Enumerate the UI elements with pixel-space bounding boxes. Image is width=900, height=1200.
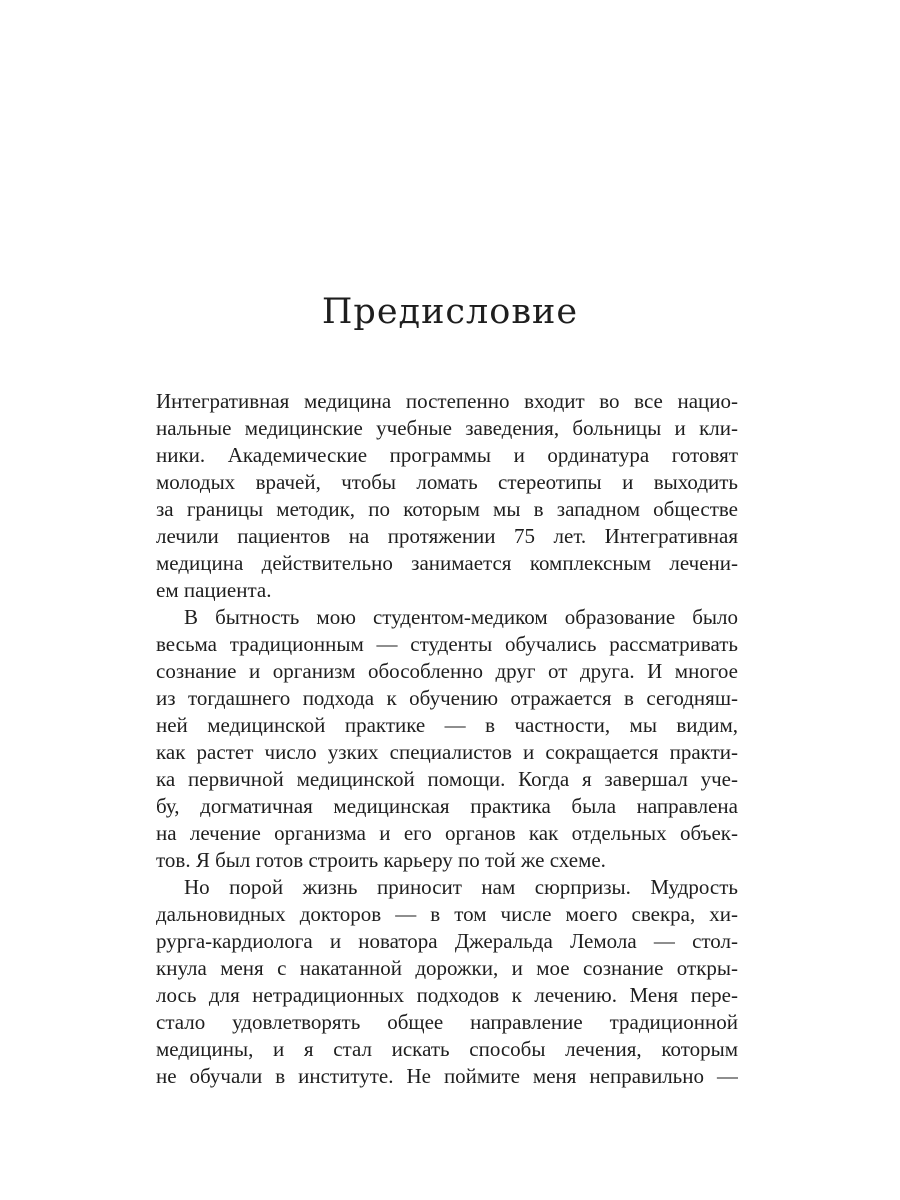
- text-line: бу, догматичная медицинская практика была направлена: [156, 794, 738, 818]
- text-line: Интегративная медицина постепенно входит во все нацио-: [156, 389, 738, 413]
- text-line: тов. Я был готов строить карьеру по той же схеме.: [156, 848, 606, 872]
- text-line: за границы методик, по которым мы в западном обществе: [156, 497, 738, 521]
- text-line: молодых врачей, чтобы ломать стереотипы и выходить: [156, 470, 738, 494]
- text-line: сознание и организм обособленно друг от друга. И многое: [156, 659, 738, 683]
- text-line: ка первичной медицинской помощи. Когда я завершал уче-: [156, 767, 738, 791]
- text-line: Но порой жизнь приносит нам сюрпризы. Мудрость: [184, 875, 738, 899]
- text-line: ники. Академические программы и ординатура готовят: [156, 443, 738, 467]
- text-line: на лечение организма и его органов как отдельных объек-: [156, 821, 738, 845]
- body-text: [156, 388, 738, 1090]
- text-line: нальные медицинские учебные заведения, больницы и кли-: [156, 416, 738, 440]
- text-line: из тогдашнего подхода к обучению отражается в сегодняш-: [156, 686, 738, 710]
- page-title: Предисловие: [321, 292, 579, 332]
- text-line: медицина действительно занимается комплексным лечени-: [156, 551, 738, 575]
- text-line: лось для нетрадиционных подходов к лечению. Меня пере-: [156, 983, 738, 1007]
- text-line: рурга-кардиолога и новатора Джеральда Лемола — стол-: [156, 929, 738, 953]
- text-line: ней медицинской практике — в частности, мы видим,: [156, 713, 738, 737]
- text-line: весьма традиционным — студенты обучались рассматривать: [156, 632, 738, 656]
- text-line: не обучали в институте. Не поймите меня неправильно —: [156, 1064, 738, 1088]
- text-line: В бытность мою студентом-медиком образование было: [184, 605, 738, 629]
- text-line: ем пациента.: [156, 578, 272, 602]
- text-line: лечили пациентов на протяжении 75 лет. Интегративная: [156, 524, 738, 548]
- text-line: дальновидных докторов — в том числе моего свекра, хи-: [156, 902, 738, 926]
- text-line: медицины, и я стал искать способы лечения, которым: [156, 1037, 738, 1061]
- text-line: стало удовлетворять общее направление традиционной: [156, 1010, 738, 1034]
- text-line: кнула меня с накатанной дорожки, и мое сознание откры-: [156, 956, 738, 980]
- text-line: как растет число узких специалистов и сокращается практи-: [156, 740, 738, 764]
